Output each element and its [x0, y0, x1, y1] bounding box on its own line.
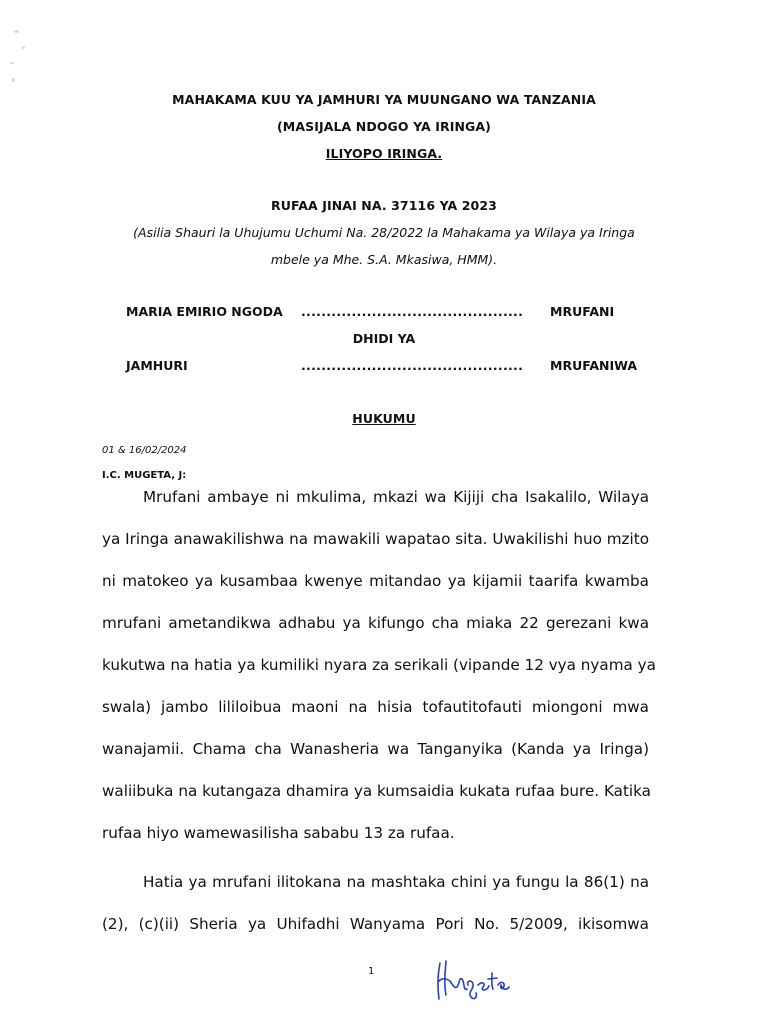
paragraph-1-line: Mrufani ambaye ni mkulima, mkazi wa Kijiji cha Isakalilo, Wilaya [143, 488, 649, 506]
registry-name: (MASIJALA NDOGO YA IRINGA) [276, 119, 491, 134]
paragraph-2-line: (2), (c)(ii) Sheria ya Uhifadhi Wanyama Pori No. 5/2009, ikisomwa [102, 915, 649, 933]
appellant-name: MARIA EMIRIO NGODA [126, 304, 283, 319]
scan-smudge [22, 46, 25, 49]
appellant-role: MRUFANI [550, 304, 615, 319]
appeal-title: RUFAA JINAI NA. 37116 YA 2023 [271, 198, 497, 213]
paragraph-1-line: ya Iringa anawakilishwa na mawakili wapatao sita. Uwakilishi huo mzito [102, 530, 649, 548]
judge-name: I.C. MUGETA, J: [102, 470, 187, 481]
court-name: MAHAKAMA KUU YA JAMHURI YA MUUNGANO WA TANZANIA [172, 92, 596, 107]
appeal-origin-line-1: (Asilia Shauri la Uhujumu Uchumi Na. 28/2022 la Mahakama ya Wilaya ya Iringa [133, 225, 635, 240]
scan-smudge [14, 30, 19, 33]
paragraph-1-line: wanajamii. Chama cha Wanasheria wa Tanganyika (Kanda ya Iringa) [102, 740, 649, 758]
judgment-heading: HUKUMU [352, 411, 416, 426]
respondent-leader-dots: ............................................ [301, 358, 524, 373]
scan-smudge [10, 62, 14, 64]
respondent-name: JAMHURI [126, 358, 188, 373]
appeal-origin-line-2: mbele ya Mhe. S.A. Mkasiwa, HMM). [270, 252, 498, 267]
paragraph-1-line: kukutwa na hatia ya kumiliki nyara za serikali (vipande 12 vya nyama ya [102, 656, 656, 674]
scan-smudge [12, 78, 15, 82]
paragraph-1-line: rufaa hiyo wamewasilisha sababu 13 za rufaa. [102, 824, 455, 842]
paragraph-1-line: swala) jambo lililoibua maoni na hisia tofautitofauti miongoni mwa [102, 698, 649, 716]
paragraph-2-line: Hatia ya mrufani ilitokana na mashtaka chini ya fungu la 86(1) na [143, 873, 649, 891]
paragraph-1-line: waliibuka na kutangaza dhamira ya kumsaidia kukata rufaa bure. Katika [102, 782, 651, 800]
versus-label: DHIDI YA [352, 331, 416, 346]
page-number: 1 [368, 966, 375, 977]
paragraph-1-line: mrufani ametandikwa adhabu ya kifungo cha miaka 22 gerezani kwa [102, 614, 649, 632]
respondent-role: MRUFANIWA [550, 358, 638, 373]
court-location: ILIYOPO IRINGA. [325, 146, 443, 161]
signature [432, 955, 514, 1005]
paragraph-1-line: ni matokeo ya kusambaa kwenye mitandao ya kijamii taarifa kwamba [102, 572, 649, 590]
appellant-leader-dots: ............................................ [301, 304, 524, 319]
hearing-dates: 01 & 16/02/2024 [102, 445, 187, 456]
